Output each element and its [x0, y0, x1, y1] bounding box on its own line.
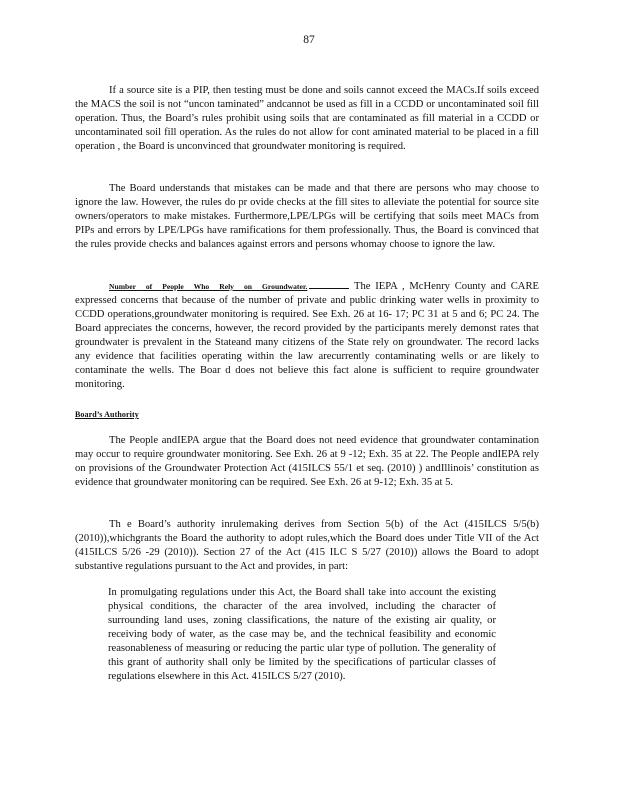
- paragraph-groundwater-reliance-body: The IEPA , McHenry County and CARE expressed concerns that because of the number of private and public drinking water wells in proximity to CCDD operations,groundwater monitoring is required. See Exh. 26 at 16- 17; PC 31 at 5 and 6; PC 24. The Board appreciates the concerns, however, the record provided by the participants merely demonst rates that groundwater is prevalent in the Stateand many citizens of the State rely on groundwater. The record lacks any evidence that facilities operating within the law arecurrently contaminating wells or are likely to contaminate the wells. The Boar d does not believe this fact alone is sufficient to require groundwater monitoring.: [75, 281, 539, 390]
- subheading-number-of-people: Number of People Who Rely on Groundwater.: [109, 282, 308, 291]
- page-number: 87: [303, 34, 315, 46]
- heading-underline: [309, 287, 349, 289]
- section-heading-boards-authority: Board’s Authority: [75, 410, 139, 419]
- paragraph-board-authority-derivation: Th e Board’s authority inrulemaking derives from Section 5(b) of the Act (415ILCS 5/5(b) (2010)),whichgrants the Board the authority to adopt rules,which the Board does under Title VII of the Act (415ILCS 5/26 -29 (2010)). Section 27 of the Act (415 ILC S 5/27 (2010)) allows the Board to adopt substantive regulations pursuant to the Act and provides, in part:: [75, 519, 539, 572]
- paragraph-pip-testing: If a source site is a PIP, then testing must be done and soils cannot exceed the MACs.If soils exceed the MACS the soil is not “uncon taminated” andcannot be used as fill in a CCDD or uncontaminated soil fill operation. Thus, the Board’s rules prohibit using soils that are contaminated as fill material in a CCDD or uncontaminated soil fill operation. As the rules do not allow for cont aminated material to be placed in a fill operation , the Board is unconvinced that groundwater monitoring is required.: [75, 85, 539, 152]
- paragraph-people-iepa-argue: The People andIEPA argue that the Board does not need evidence that groundwater contamination may occur to require groundwater monitoring. See Exh. 26 at 9 -12; Exh. 35 at 22. The People andIEPA rely on provisions of the Groundwater Protection Act (415ILCS 55/1 et seq. (2010) ) andIllinois’ constitution as evidence that groundwater monitoring can be required. See Exh. 26 at 9-12; Exh. 35 at 5.: [75, 435, 539, 488]
- paragraph-groundwater-reliance: [75, 280, 539, 392]
- block-quote-section-27: In promulgating regulations under this Act, the Board shall take into account the existing physical conditions, the character of the area involved, including the character of surrounding land uses, zoning classifications, the nature of the existing air quality, or receiving body of water, as the case may be, and the technical feasibility and economic reasonableness of measuring or reducing the partic ular type of pollution. The generality of this grant of authority shall only be limited by the specifications of particular classes of regulations elsewhere in this Act. 415ILCS 5/27 (2010).: [108, 587, 496, 682]
- paragraph-mistakes: The Board understands that mistakes can be made and that there are persons who may choose to ignore the law. However, the rules do pr ovide checks at the fill sites to alleviate the potential for source site owners/operators to make mistakes. Furthermore,LPE/LPGs will be certifying that soils meet MACs from PIPs and errors by LPE/LPGs have ramifications for them professionally. Thus, the Board is convinced that the rules provide checks and balances against errors and persons whomay choose to ignore the law.: [75, 183, 539, 250]
